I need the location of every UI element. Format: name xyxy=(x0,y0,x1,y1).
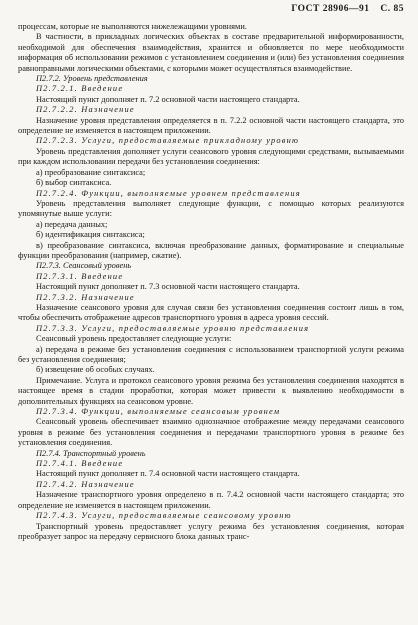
paragraph: б) выбор синтаксиса. xyxy=(36,178,112,188)
paragraph: б) извещение об особых случаях. xyxy=(36,365,155,375)
section-heading: П2.7.3.2. Назначение xyxy=(36,292,135,302)
section-heading: П2.7.2.3. Услуги, предоставляемые прикладному уровню xyxy=(36,136,300,146)
paragraph: Сеансовый уровень предоставляет следующие услуги: xyxy=(36,334,232,344)
paragraph: Настоящий пункт дополняет п. 7.3 основной части настоящего стандарта. xyxy=(36,282,300,292)
section-heading: П2.7.3.3. Услуги, предоставляемые уровню представления xyxy=(36,323,310,333)
paragraph: Уровень представления выполняет следующие функции, с помощью которых реализуются упомянутые выше услуги: xyxy=(18,198,404,219)
section-heading: П2.7.4.1. Введение xyxy=(36,459,124,469)
section-heading: П2.7.4.3. Услуги, предоставляемые сеансовому уровню xyxy=(36,511,292,521)
paragraph: Примечание. Услуга и протокол сеансового уровня режима без установления соединения находятся в настоящее время в стадии проработки, которая может привести к выявлению необходимости в дополнительных функциях на сеансовом уровне. xyxy=(18,375,404,406)
page-header xyxy=(283,4,404,14)
paragraph: Уровень представления дополняет услуги сеансового уровня следующими средствами, вызываемыми при каждом использовании передачи без установления соединения: xyxy=(18,146,404,167)
standard-number: ГОСТ 28906—91 xyxy=(291,4,370,14)
paragraph: В частности, в прикладных логических объектах в составе предварительной информированности, необходимой для обеспечения взаимодействия, хранится и обновляется по мере необходимости информация об использовании режимов с установлением соединения и (или) без установления соединения равноправными логическими объектами, с которыми может осуществляться взаимодействие. xyxy=(18,32,404,73)
paragraph: Настоящий пункт дополняет п. 7.4 основной части настоящего стандарта. xyxy=(36,469,300,479)
paragraph: в) преобразование синтаксиса, включая преобразование данных, форматирование и специальные функции преобразования (например, сжатие). xyxy=(18,240,404,260)
document-body xyxy=(18,22,404,542)
paragraph: Назначение транспортного уровня определено в п. 7.4.2 основной части настоящего стандарта; это определение не изменяется в настоящем приложении. xyxy=(18,490,404,510)
section-heading: П2.7.4. Транспортный уровень xyxy=(36,448,146,458)
paragraph: а) передача в режиме без установления соединения с использованием транспортной услуги режима без установления соединения; xyxy=(18,344,404,364)
section-heading: П2.7.2.2. Назначение xyxy=(36,105,135,115)
section-heading: П2.7.2. Уровень представления xyxy=(36,74,148,84)
paragraph: Сеансовый уровень обеспечивает взаимно однозначное отображение между передачами сеансового уровня в режиме без установления соединения и передачами транспортного уровня в режиме без установления соединения. xyxy=(18,417,404,448)
paragraph: б) идентификация синтаксиса; xyxy=(36,230,145,240)
paragraph: Настоящий пункт дополняет п. 7.2 основной части настоящего стандарта. xyxy=(36,94,300,104)
paragraph: Назначение сеансового уровня для случая связи без установления соединения состоит лишь в том, чтобы обеспечить отображение адресов транспортного уровня в адреса уровня сессий. xyxy=(18,302,404,323)
section-heading: П2.7.4.2. Назначение xyxy=(36,479,135,489)
paragraph: а) передача данных; xyxy=(36,219,108,229)
paragraph: Транспортный уровень предоставляет услугу режима без установления соединения, которая преобразует запрос на передачу сервисного блока данных транс- xyxy=(18,521,404,541)
paragraph: а) преобразование синтаксиса; xyxy=(36,167,146,177)
section-heading: П2.7.2.4. Функции, выполняемые уровнем представления xyxy=(36,188,301,198)
section-heading: П2.7.2.1. Введение xyxy=(36,84,124,94)
paragraph: процессам, которые не выполняются нижележащими уровнями. xyxy=(18,22,247,31)
section-heading: П2.7.3.1. Введение xyxy=(36,271,124,281)
section-heading: П2.7.3. Сеансовый уровень xyxy=(36,261,132,271)
paragraph: Назначение уровня представления определяется в п. 7.2.2 основной части настоящего стандарта, это определение не изменяется в настоящем приложении. xyxy=(18,115,404,136)
section-heading: П2.7.3.4. Функции, выполняемые сеансовым уровнем xyxy=(36,407,281,417)
page-number: С. 85 xyxy=(380,4,404,14)
